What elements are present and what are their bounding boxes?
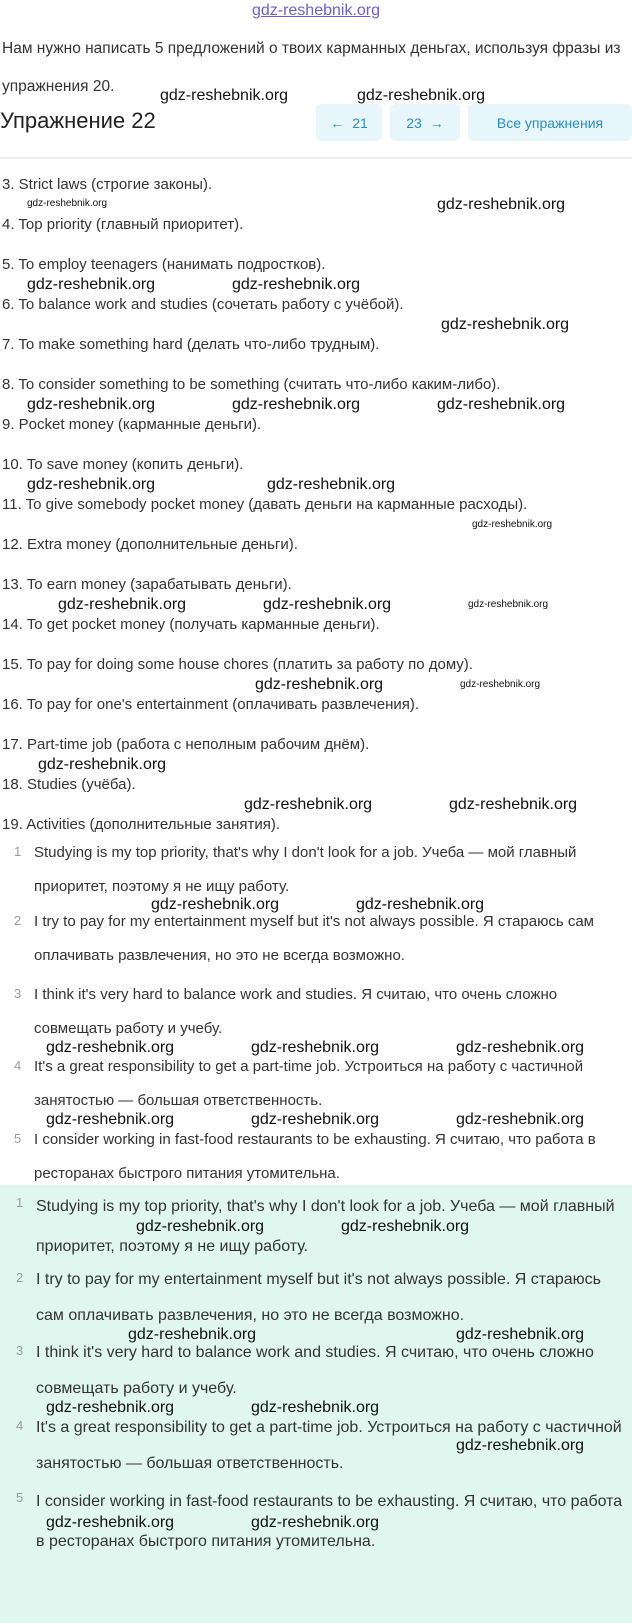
watermark-text: gdz-reshebnik.org <box>472 519 553 530</box>
next-label: 23 <box>406 114 422 131</box>
phrase-item: 12. Extra money (дополнительные деньги). <box>2 536 298 553</box>
arrow-right-icon: → <box>429 114 444 131</box>
watermark-text: gdz-reshebnik.org <box>456 1039 585 1056</box>
phrase-item: 17. Part-time job (работа с неполным рабочим днём). <box>2 736 370 753</box>
phrase-item: 14. To get pocket money (получать карманные деньги). <box>2 616 380 633</box>
watermark-text: gdz-reshebnik.org <box>232 396 361 413</box>
watermark-text: gdz-reshebnik.org <box>232 276 361 293</box>
watermark-text: gdz-reshebnik.org <box>160 87 289 104</box>
answer-text: I consider working in fast-food restaurants to be exhausting. Я считаю, что работа в ресторанах быстрого питания утомительна. <box>34 1131 596 1182</box>
watermark-text: gdz-reshebnik.org <box>263 596 392 613</box>
watermark-text: gdz-reshebnik.org <box>437 396 566 413</box>
prev-label: 21 <box>352 114 368 131</box>
phrase-item: 13. To earn money (зарабатывать деньги). <box>2 576 292 593</box>
watermark-text: gdz-reshebnik.org <box>136 1218 265 1235</box>
watermark-text: gdz-reshebnik.org <box>441 316 570 333</box>
watermark-text: gdz-reshebnik.org <box>46 1039 175 1056</box>
watermark-text: gdz-reshebnik.org <box>244 796 373 813</box>
task-intro: Нам нужно написать 5 предложений о твоих карманных деньгах, используя фразы из упражнения 20. <box>2 40 621 95</box>
answer-number: 5 <box>16 1490 24 1505</box>
answer-number: 5 <box>14 1131 22 1146</box>
answer-number: 1 <box>16 1195 24 1210</box>
phrase-item: 3. Strict laws (строгие законы). <box>2 176 213 193</box>
watermark-text: gdz-reshebnik.org <box>46 1399 175 1416</box>
watermark-text: gdz-reshebnik.org <box>46 1111 175 1128</box>
watermark-text: gdz-reshebnik.org <box>456 1326 585 1343</box>
watermark-text: gdz-reshebnik.org <box>38 756 167 773</box>
all-label: Все упражнения <box>496 114 604 131</box>
watermark-text: gdz-reshebnik.org <box>151 896 280 913</box>
phrase-item: 6. To balance work and studies (сочетать работу с учёбой). <box>2 296 404 313</box>
watermark-text: gdz-reshebnik.org <box>251 1039 380 1056</box>
all-exercises-button[interactable] <box>468 104 632 141</box>
phrase-item: 19. Activities (дополнительные занятия). <box>2 816 281 833</box>
answer-number: 2 <box>14 913 22 928</box>
answer-number: 3 <box>16 1343 24 1358</box>
phrase-item: 9. Pocket money (карманные деньги). <box>2 416 262 433</box>
phrase-item: 5. To employ teenagers (нанимать подростков). <box>2 256 326 273</box>
watermark-text: gdz-reshebnik.org <box>341 1218 470 1235</box>
watermark-text: gdz-reshebnik.org <box>356 896 485 913</box>
answer-text: It's a great responsibility to get a part-time job. Устроиться на работу с частичной занятостью — большая ответственность. <box>36 1419 622 1472</box>
watermark-text: gdz-reshebnik.org <box>460 679 541 690</box>
answer-text: I consider working in fast-food restaurants to be exhausting. Я считаю, что работа в ресторанах быстрого питания утомительна. <box>36 1493 623 1550</box>
watermark-text: gdz-reshebnik.org <box>27 276 156 293</box>
watermark-text: gdz-reshebnik.org <box>468 599 549 610</box>
watermark-text: gdz-reshebnik.org <box>27 396 156 413</box>
phrase-item: 7. To make something hard (делать что-либо трудным). <box>2 336 380 353</box>
answer-text: I try to pay for my entertainment myself but it's not always possible. Я стараюсь сам оплачивать развлечения, но это не всегда возможно. <box>36 1271 601 1324</box>
phrase-item: 18. Studies (учёба). <box>2 776 136 793</box>
phrase-item: 11. To give somebody pocket money (давать деньги на карманные расходы). <box>2 496 528 513</box>
answer-text: It's a great responsibility to get a part-time job. Устроиться на работу с частичной занятостью — большая ответственность. <box>34 1058 584 1109</box>
answer-text: Studying is my top priority, that's why I don't look for a job. Учеба — мой главный приоритет, поэтому я не ищу работу. <box>36 1198 615 1255</box>
watermark-text: gdz-reshebnik.org <box>255 676 384 693</box>
answer-text: I think it's very hard to balance work and studies. Я считаю, что очень сложно совмещать работу и учебу. <box>36 1344 594 1397</box>
answer-number: 4 <box>16 1418 24 1433</box>
watermark-text: gdz-reshebnik.org <box>27 476 156 493</box>
answer-number: 4 <box>14 1058 22 1073</box>
watermark-text: gdz-reshebnik.org <box>27 198 108 209</box>
answer-number: 3 <box>14 986 22 1001</box>
answer-text: I think it's very hard to balance work and studies. Я считаю, что очень сложно совмещать работу и учебу. <box>34 986 558 1037</box>
watermark-text: gdz-reshebnik.org <box>357 87 486 104</box>
watermark-text: gdz-reshebnik.org <box>437 196 566 213</box>
watermark-text: gdz-reshebnik.org <box>267 476 396 493</box>
phrase-item: 16. To pay for one's entertainment (оплачивать развлечения). <box>2 696 420 713</box>
prev-exercise-button[interactable] <box>316 104 382 141</box>
divider <box>0 157 632 159</box>
phrase-item: 15. To pay for doing some house chores (платить за работу по дому). <box>2 656 473 673</box>
watermark-text: gdz-reshebnik.org <box>251 1399 380 1416</box>
arrow-left-icon: ← <box>330 114 345 131</box>
watermark-text: gdz-reshebnik.org <box>46 1514 175 1531</box>
phrase-item: 8. To consider something to be something (считать что-либо каким-либо). <box>2 376 501 393</box>
answer-number: 2 <box>16 1270 24 1285</box>
phrase-item: 10. To save money (копить деньги). <box>2 456 244 473</box>
watermark-text: gdz-reshebnik.org <box>456 1437 585 1454</box>
watermark-text: gdz-reshebnik.org <box>128 1326 257 1343</box>
phrase-item: 4. Top priority (главный приоритет). <box>2 216 244 233</box>
watermark-text: gdz-reshebnik.org <box>58 596 187 613</box>
watermark-text: gdz-reshebnik.org <box>456 1111 585 1128</box>
watermark-text: gdz-reshebnik.org <box>251 1514 380 1531</box>
page-title: Упражнение 22 <box>0 108 156 133</box>
watermark-text: gdz-reshebnik.org <box>251 1111 380 1128</box>
watermark-text: gdz-reshebnik.org <box>449 796 578 813</box>
site-watermark-link[interactable]: gdz-reshebnik.org <box>251 2 381 19</box>
answer-number: 1 <box>14 844 22 859</box>
answer-text: I try to pay for my entertainment myself but it's not always possible. Я стараюсь сам оплачивать развлечения, но это не всегда возможно. <box>34 913 594 964</box>
next-exercise-button[interactable] <box>390 104 460 141</box>
answer-text: Studying is my top priority, that's why I don't look for a job. Учеба — мой главный приоритет, поэтому я не ищу работу. <box>34 844 577 895</box>
